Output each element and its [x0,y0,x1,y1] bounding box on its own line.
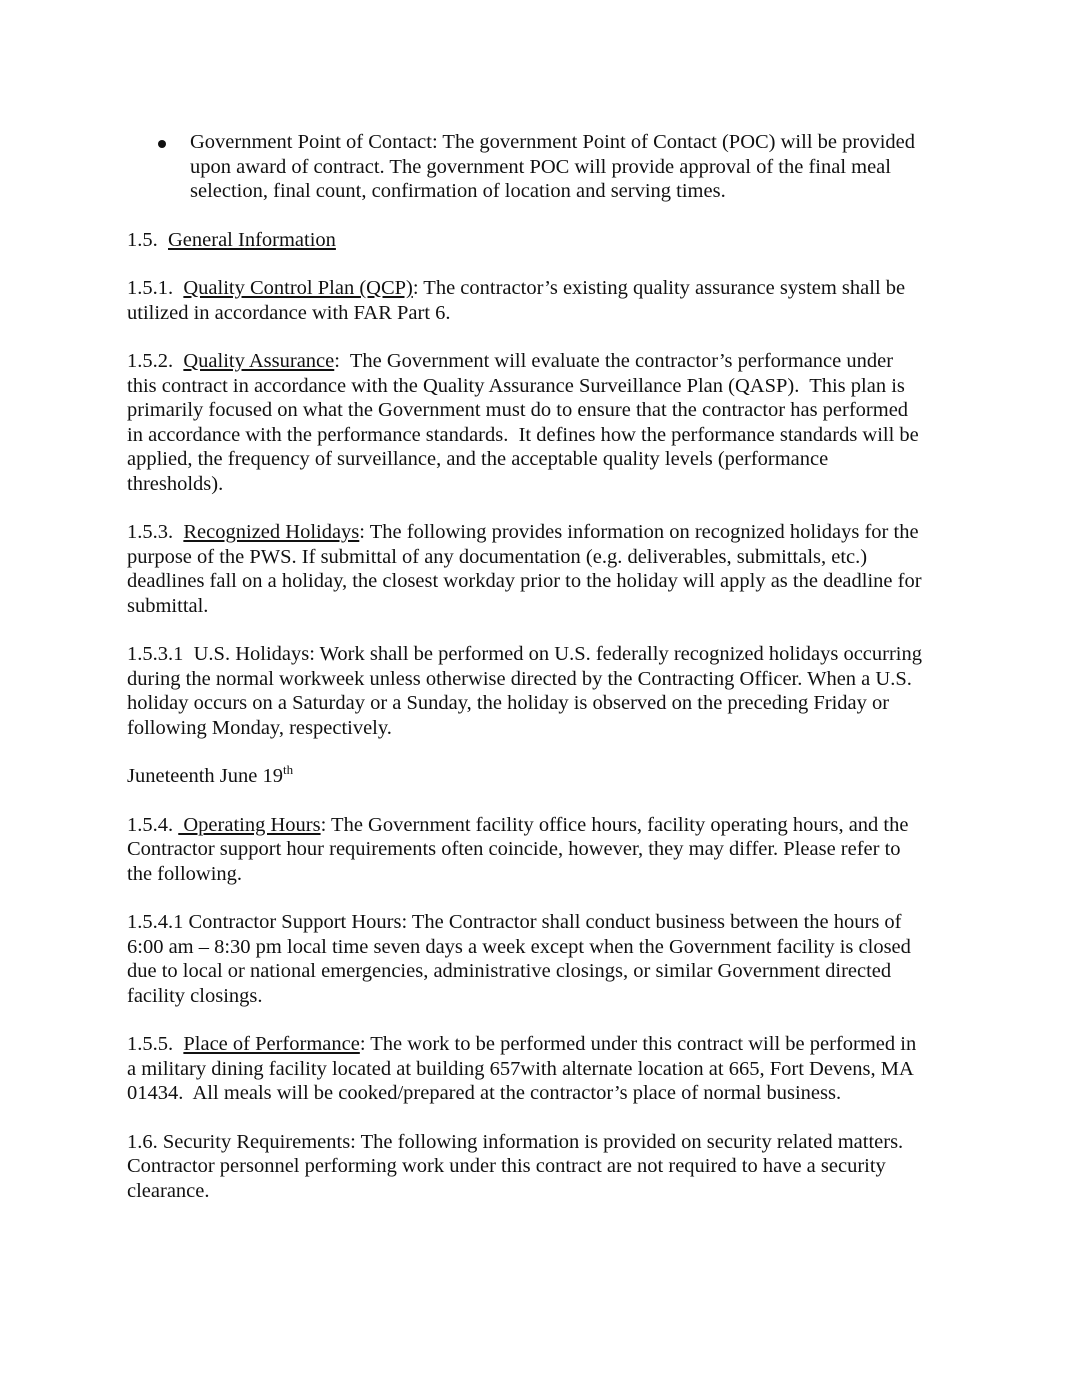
text-span: : The work to be performed under this contract will be performed in [359,1033,917,1055]
text-line: Government Point of Contact: The government Point of Contact (POC) will be provided [190,131,915,153]
section-number: 1.5.1. [127,277,184,299]
section-title: General Information [168,228,336,251]
text-line: a military dining facility located at building 657with alternate location at 665, Fort Devens, MA [127,1057,914,1080]
text-line: in accordance with the performance standards. It defines how the performance standards will be [127,423,919,446]
text-line: during the normal workweek unless otherwise directed by the Contracting Officer. When a U.S. [127,667,912,690]
section-title: Place of Performance [183,1033,360,1055]
holiday-juneteenth [127,764,962,789]
text-line: primarily focused on what the Government must do to ensure that the contractor has performed [127,399,909,421]
text-line: deadlines fall on a holiday, the closest workday prior to the holiday will apply as the deadline for [127,570,922,592]
section-1-5-4 [127,813,962,887]
text-line: selection, final count, confirmation of location and serving times. [190,180,726,202]
text-line: this contract in accordance with the Quality Assurance Surveillance Plan (QASP). This plan is [127,374,905,397]
text-line: facility closings. [127,984,263,1007]
section-1-5-4-1 [127,910,962,1008]
text-line: 6:00 am – 8:30 pm local time seven days a week except when the Government facility is closed [127,935,911,958]
section-1-5-2 [127,349,962,496]
text-line: utilized in accordance with FAR Part 6. [127,301,451,324]
section-1-5-3-1 [127,642,962,740]
text-line: the following. [127,862,243,885]
text-line: 1.5.4.1 Contractor Support Hours: The Contractor shall conduct business between the hours of [127,911,902,933]
section-1-5-1 [127,276,962,325]
text-line: clearance. [127,1179,210,1202]
text-line: thresholds). [127,472,224,495]
text-line: Contractor support hour requirements often coincide, however, they may differ. Please refer to [127,838,901,860]
text-line: 01434. All meals will be cooked/prepared at the contractor’s place of normal business. [127,1082,842,1104]
text-line: 1.5.3.1 U.S. Holidays: Work shall be performed on U.S. federally recognized holidays occurring [127,643,923,665]
section-number: 1.5. [127,228,168,251]
text-line: applied, the frequency of surveillance, and the acceptable quality levels (performance [127,448,829,470]
section-number: 1.5.5. [127,1033,184,1055]
document-body [127,130,962,1227]
text-line: 1.6. Security Requirements: The following information is provided on security related matters. [127,1130,904,1153]
text-line: Contractor personnel performing work under this contract are not required to have a security [127,1155,886,1177]
section-number: 1.5.2. [127,350,184,372]
ordinal-suffix: th [283,762,294,778]
text-line: purpose of the PWS. If submittal of any documentation (e.g. deliverables, submittals, etc.) [127,545,868,568]
holiday-text: Juneteenth June 19 [127,765,283,787]
section-1-5-heading [127,228,962,253]
text-span: : The following provides information on recognized holidays for the [359,521,919,543]
section-1-6 [127,1130,962,1204]
text-span: : The Government will evaluate the contractor’s performance under [334,350,894,372]
text-line: submittal. [127,594,209,617]
section-title: Recognized Holidays [183,521,360,543]
text-line: due to local or national emergencies, administrative closings, or similar Government directed [127,960,892,982]
text-span: : The Government facility office hours, facility operating hours, and the [320,813,909,836]
text-line: holiday occurs on a Saturday or a Sunday, the holiday is observed on the preceding Friday or [127,692,890,714]
bullet-poc [127,130,962,204]
bullet-icon [158,140,166,148]
section-title: Quality Assurance [183,350,335,372]
section-title: Operating Hours [178,813,321,836]
section-number: 1.5.4. [127,813,179,836]
section-1-5-3 [127,520,962,618]
text-line: upon award of contract. The government POC will provide approval of the final meal [190,155,891,178]
text-span: : The contractor’s existing quality assurance system shall be [412,277,906,299]
text-line: following Monday, respectively. [127,716,392,739]
section-1-5-5 [127,1032,962,1106]
section-number: 1.5.3. [127,521,184,543]
section-title: Quality Control Plan (QCP) [183,277,413,299]
